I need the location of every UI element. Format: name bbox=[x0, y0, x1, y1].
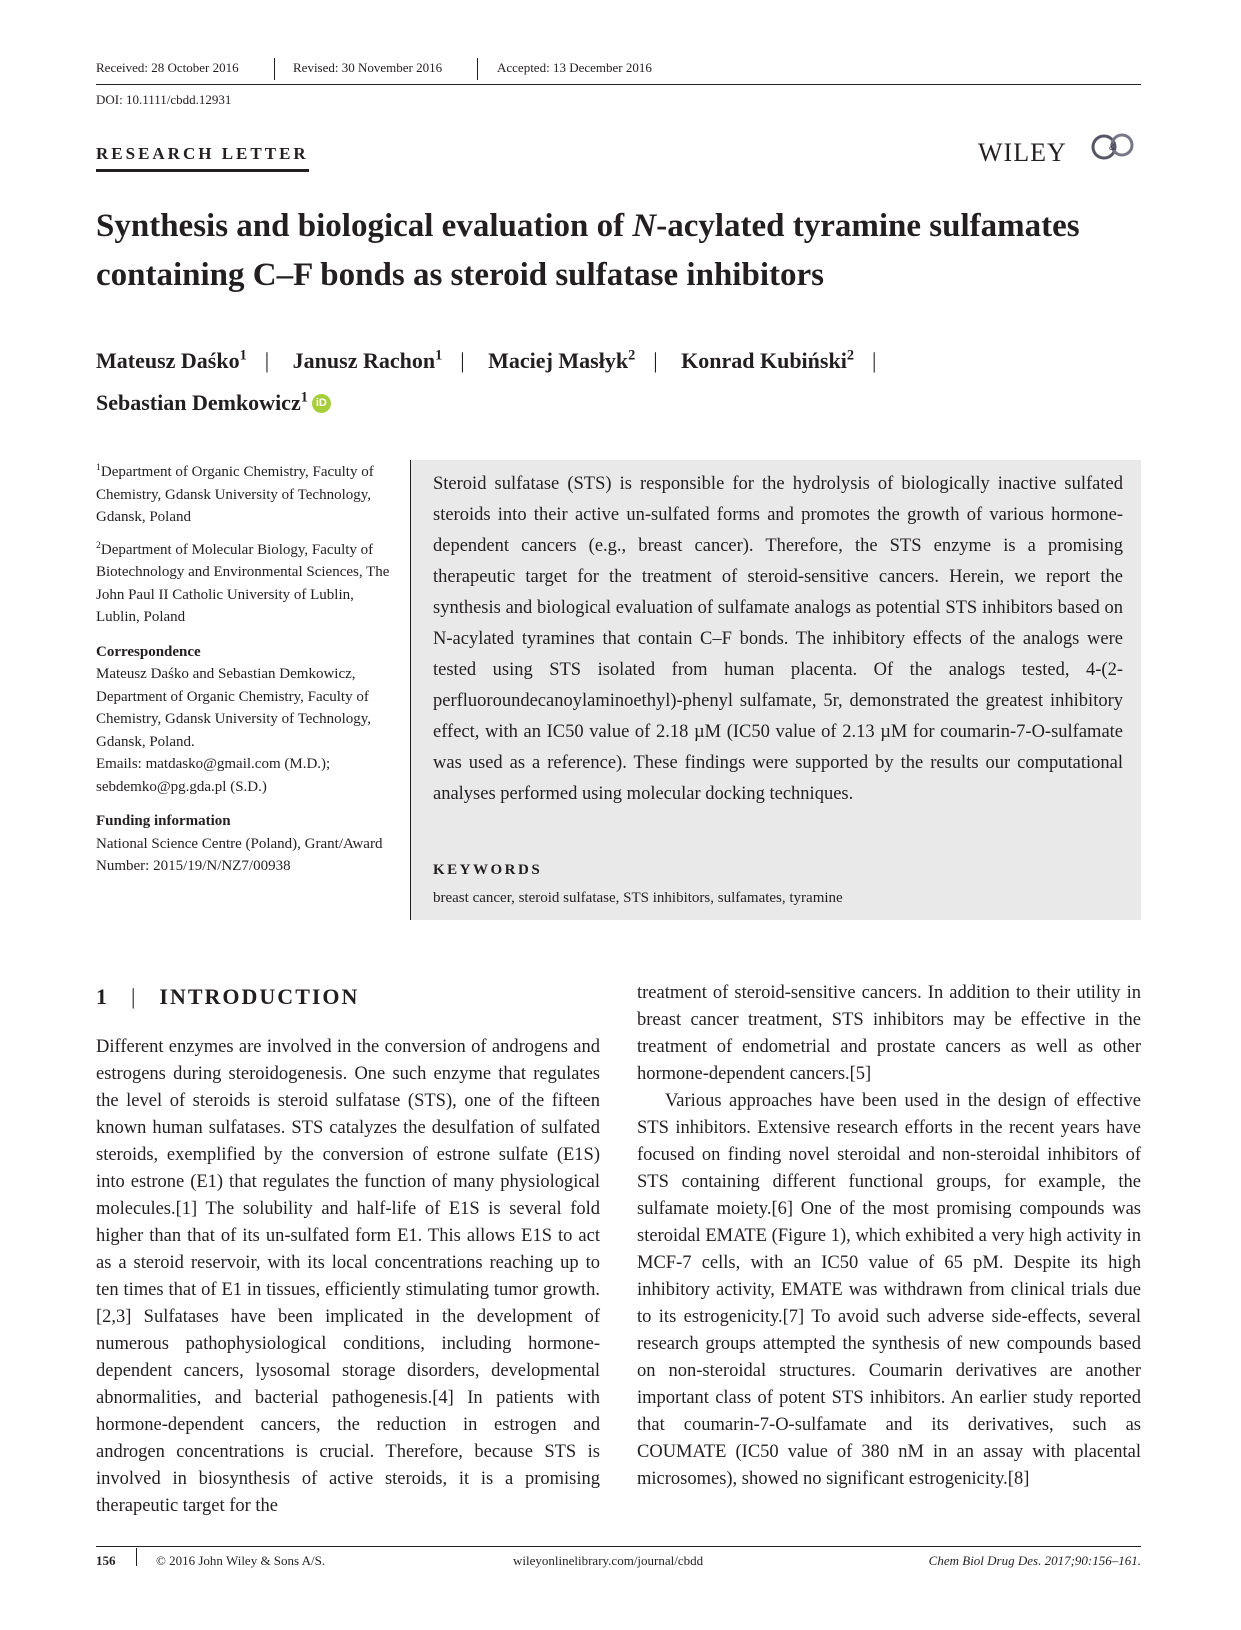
journal-logo-icon bbox=[1090, 130, 1136, 166]
affiliations-sidebar bbox=[96, 457, 396, 884]
emails[interactable]: Emails: matdasko@gmail.com (M.D.); sebdemko@pg.gda.pl (S.D.) bbox=[96, 756, 331, 795]
page-number: 156 bbox=[96, 1553, 116, 1568]
paragraph: Various approaches have been used in the design of effective STS inhibitors. Extensive research efforts in the recent years have focused on finding novel steroidal and non-steroidal inhibitors of STS containing different functional groups, for example, the sulfamate moiety.[6] One of the most promising compounds was steroidal EMATE (Figure 1), which exhibited a very high activity in MCF-7 cells, with an IC50 value of 65 pM. Despite its high inhibitory activity, EMATE was withdrawn from clinical trials due to its estrogenicity.[7] To avoid such adverse side-effects, several research groups attempted the synthesis of new compounds based on non-steroidal structures. Coumarin derivatives are another important class of potent STS inhibitors. An earlier study reported that coumarin-7-O-sulfamate and its derivatives, such as COUMATE (IC50 value of 380 nM in an assay with placental microsomes), showed no significant estrogenicity.[8] bbox=[637, 1091, 1142, 1489]
svg-text:&: & bbox=[1109, 142, 1116, 152]
author[interactable]: Sebastian Demkowicz$^1$ bbox=[96, 389, 308, 415]
paragraph: treatment of steroid-sensitive cancers. In addition to their utility in breast cancer treatment, STS inhibitors may be effective in the treatment of endometrial and prostate cancers as well as other hormone-dependent cancers.[5] bbox=[637, 983, 1141, 1084]
section-heading: 1 | INTRODUCTION bbox=[96, 984, 360, 1009]
funding-text: National Science Centre (Poland), Grant/Award Number: 2015/19/N/NZ7/00938 bbox=[96, 835, 383, 874]
section-label: RESEARCH LETTER bbox=[96, 144, 309, 172]
article-title: Synthesis and biological evaluation of N-acylated tyramine sulfamates containing C–F bonds as steroid sulfatase inhibitors bbox=[96, 208, 1080, 293]
paragraph: Different enzymes are involved in the conversion of androgens and estrogens during steroidogenesis. One such enzyme that regulates the level of steroids is steroid sulfatase (STS), one of the fifteen known human sulfatases. STS catalyzes the desulfation of sulfated steroids, exemplified by the conversion of estrone sulfate (E1S) into estrone (E1) that regulates the function of many physiological molecules.[1] The solubility and half-life of E1S is several fold higher than that of its un-sulfated form E1. This allows E1S to act as a steroid reservoir, with its local concentrations reaching up to ten times that of E1 in tissues, efficiently stimulating tumor growth.[2,3] Sulfatases have been implicated in the development of numerous pathophysiological conditions, including hormone-dependent cancers, lysosomal storage disorders, developmental abnormalities, and bacterial pathogenesis.[4] In patients with hormone-dependent cancers, the reduction in estrogen and androgen concentrations is crucial. Therefore, because STS is involved in biosynthesis of active steroids, it is a promising therapeutic target for the bbox=[96, 1037, 600, 1516]
correspondence-text: Mateusz Daśko and Sebastian Demkowicz, Department of Organic Chemistry, Faculty of Chemistry, Gdansk University of Technology, Gdansk, Poland. Emails: matdasko@gmail.com (M.D.); sebdemko@pg.gda.pl (S.D.) bbox=[96, 666, 372, 795]
footer-rule bbox=[96, 1546, 1141, 1547]
citation: Chem Biol Drug Des. 2017;90:156–161. bbox=[928, 1553, 1141, 1568]
author-list: Mateusz Daśko$^1$ | Janusz Rachon$^1$ | Maciej Masłyk$^2$ | Konrad Kubiński$^2$ | Sebastian Demkowicz$^1$ iD bbox=[96, 348, 877, 415]
divider bbox=[477, 58, 478, 80]
received-date: Received: 28 October 2016 bbox=[96, 60, 239, 75]
copyright: © 2016 John Wiley & Sons A/S. bbox=[156, 1553, 326, 1568]
body-column-right bbox=[637, 980, 1141, 1493]
abstract-text: Steroid sulfatase (STS) is responsible for the hydrolysis of biologically inactive sulfated steroids into their active un-sulfated forms and promotes the growth of various hormone-dependent cancers (e.g., breast cancer). Therefore, the STS enzyme is a promising therapeutic target for the treatment of steroid-sensitive cancers. Herein, we report the synthesis and biological evaluation of sulfamate analogs as potential STS inhibitors based on N-acylated tyramines that contain C–F bonds. The inhibitory effects of the analogs were tested using STS isolated from human placenta. Of the analogs tested, 4-(2-perfluoroundecanoylaminoethyl)-phenyl sulfamate, 5r, demonstrated the greatest inhibitory effect, with an IC50 value of 2.18 µM (IC50 value of 2.13 µM for coumarin-7-O-sulfamate was used as a reference). These findings were supported by the results our computational analyses performed using molecular docking techniques. bbox=[433, 474, 1123, 804]
funding-heading: Funding information bbox=[96, 813, 231, 829]
keywords: breast cancer, steroid sulfatase, STS inhibitors, sulfamates, tyramine bbox=[433, 890, 843, 906]
publisher-logo: WILEY bbox=[978, 138, 1067, 167]
author[interactable]: Maciej Masłyk$^2$ bbox=[488, 348, 636, 374]
affiliation: $^1$Department of Organic Chemistry, Faculty of Chemistry, Gdansk University of Technology, Gdansk, Poland bbox=[96, 462, 374, 525]
divider bbox=[136, 1548, 137, 1566]
author[interactable]: Konrad Kubiński$^2$ bbox=[681, 348, 854, 374]
correspondence-heading: Correspondence bbox=[96, 643, 201, 660]
author[interactable]: Mateusz Daśko$^1$ bbox=[96, 348, 247, 374]
abstract-box bbox=[411, 460, 1141, 920]
divider bbox=[274, 58, 275, 80]
body-column-left bbox=[96, 1034, 600, 1520]
author[interactable]: Janusz Rachon$^1$ bbox=[292, 348, 443, 374]
keywords-heading: KEYWORDS bbox=[433, 862, 543, 878]
accepted-date: Accepted: 13 December 2016 bbox=[497, 60, 652, 75]
revised-date: Revised: 30 November 2016 bbox=[293, 60, 443, 75]
doi[interactable]: DOI: 10.1111/cbdd.12931 bbox=[96, 92, 232, 107]
header-rule bbox=[96, 84, 1141, 85]
orcid-icon[interactable]: iD bbox=[312, 394, 331, 413]
affiliation: $^2$Department of Molecular Biology, Faculty of Biotechnology and Environmental Sciences, The John Paul II Catholic University of Lublin, Lublin, Poland bbox=[96, 539, 390, 625]
journal-url[interactable]: wileyonlinelibrary.com/journal/cbdd bbox=[513, 1553, 704, 1568]
